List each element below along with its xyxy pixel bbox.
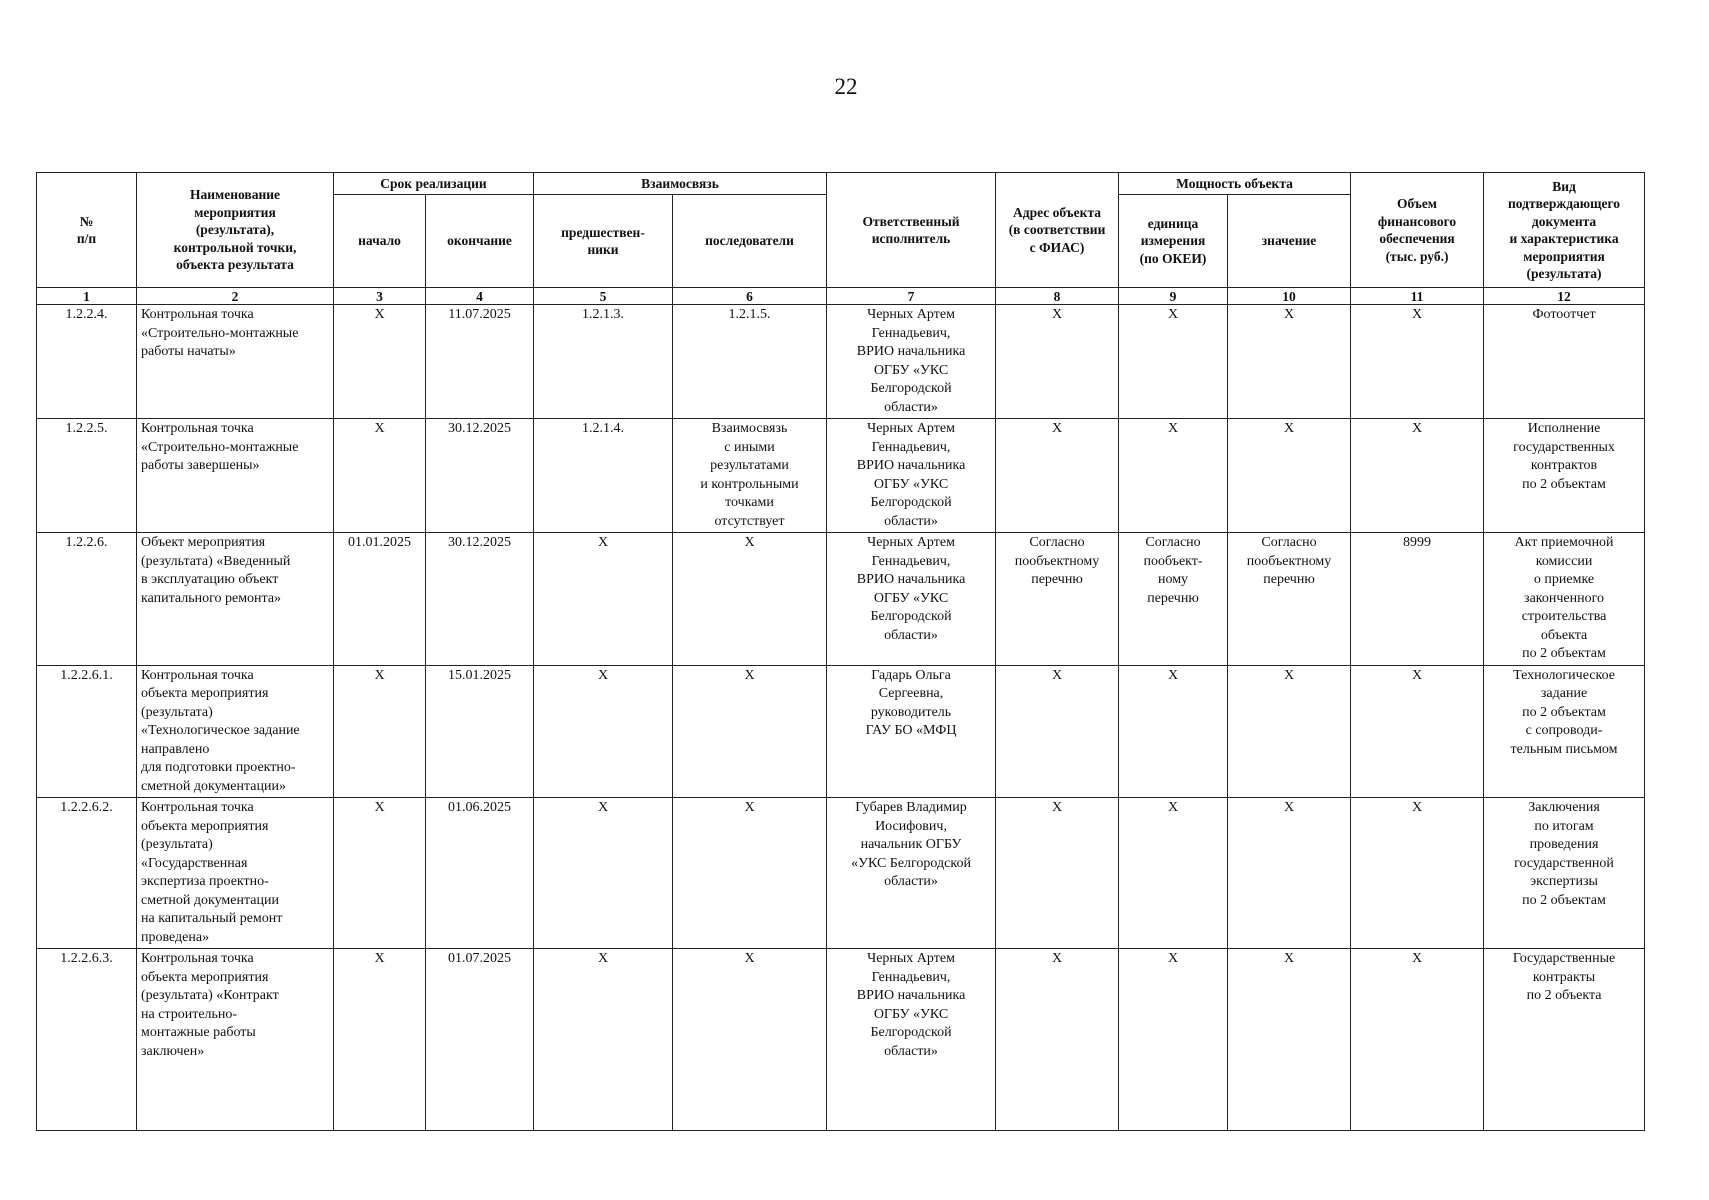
cell-num: 1.2.2.6.3.: [37, 949, 137, 1131]
cell-end: 01.06.2025: [426, 798, 534, 949]
cell-unit: X: [1119, 949, 1228, 1131]
header-srok: Срок реализации: [334, 173, 534, 195]
cell-responsible: Черных Артем Геннадьевич, ВРИО начальника ОГБУ «УКС Белгородской области»: [827, 305, 996, 419]
cell-end: 30.12.2025: [426, 533, 534, 666]
cell-num: 1.2.2.5.: [37, 419, 137, 533]
cell-successors: X: [673, 665, 827, 798]
column-number: 7: [827, 288, 996, 305]
cell-finance: X: [1351, 949, 1484, 1131]
cell-num: 1.2.2.4.: [37, 305, 137, 419]
cell-document: Государственные контракты по 2 объекта: [1484, 949, 1645, 1131]
cell-end: 11.07.2025: [426, 305, 534, 419]
header-unit: единица измерения (по ОКЕИ): [1119, 195, 1228, 288]
header-capacity: Мощность объекта: [1119, 173, 1351, 195]
column-number: 5: [534, 288, 673, 305]
cell-unit: Согласно пообъект- ному перечню: [1119, 533, 1228, 666]
cell-document: Акт приемочной комиссии о приемке законченного строительства объекта по 2 объектам: [1484, 533, 1645, 666]
cell-finance: X: [1351, 798, 1484, 949]
cell-predecessors: X: [534, 949, 673, 1131]
column-number: 8: [996, 288, 1119, 305]
header-successors: последователи: [673, 195, 827, 288]
cell-start: X: [334, 949, 426, 1131]
cell-start: X: [334, 305, 426, 419]
cell-finance: 8999: [1351, 533, 1484, 666]
column-number: 6: [673, 288, 827, 305]
table-row: [37, 798, 1645, 949]
cell-predecessors: X: [534, 533, 673, 666]
header-num: № п/п: [37, 173, 137, 288]
cell-successors: 1.2.1.5.: [673, 305, 827, 419]
cell-value: X: [1228, 419, 1351, 533]
cell-value: X: [1228, 949, 1351, 1131]
cell-value: X: [1228, 798, 1351, 949]
cell-start: X: [334, 419, 426, 533]
cell-finance: X: [1351, 665, 1484, 798]
cell-value: X: [1228, 665, 1351, 798]
header-vzaimosvyaz: Взаимосвязь: [534, 173, 827, 195]
header-finance: Объем финансового обеспечения (тыс. руб.): [1351, 173, 1484, 288]
column-number: 9: [1119, 288, 1228, 305]
cell-predecessors: 1.2.1.4.: [534, 419, 673, 533]
table-row: [37, 533, 1645, 666]
table-row: [37, 949, 1645, 1131]
header-name: Наименование мероприятия (результата), контрольной точки, объекта результата: [137, 173, 334, 288]
cell-responsible: Черных Артем Геннадьевич, ВРИО начальника ОГБУ «УКС Белгородской области»: [827, 419, 996, 533]
cell-address: X: [996, 419, 1119, 533]
cell-successors: Взаимосвязь с иными результатами и контрольными точками отсутствует: [673, 419, 827, 533]
cell-address: Согласно пообъектному перечню: [996, 533, 1119, 666]
cell-address: X: [996, 665, 1119, 798]
cell-start: 01.01.2025: [334, 533, 426, 666]
measures-table: [36, 172, 1645, 1131]
cell-successors: X: [673, 798, 827, 949]
column-number: 3: [334, 288, 426, 305]
cell-name: Контрольная точка объекта мероприятия (результата) «Технологическое задание направлено для подготовки проектно- сметной документации»: [137, 665, 334, 798]
cell-name: Контрольная точка объекта мероприятия (результата) «Контракт на строительно- монтажные работы заключен»: [137, 949, 334, 1131]
cell-start: X: [334, 798, 426, 949]
header-value: значение: [1228, 195, 1351, 288]
cell-finance: X: [1351, 305, 1484, 419]
header-start: начало: [334, 195, 426, 288]
cell-end: 15.01.2025: [426, 665, 534, 798]
cell-unit: X: [1119, 305, 1228, 419]
cell-unit: X: [1119, 419, 1228, 533]
column-number: 2: [137, 288, 334, 305]
cell-address: X: [996, 949, 1119, 1131]
cell-predecessors: X: [534, 798, 673, 949]
header-responsible: Ответственный исполнитель: [827, 173, 996, 288]
cell-responsible: Черных Артем Геннадьевич, ВРИО начальника ОГБУ «УКС Белгородской области»: [827, 949, 996, 1131]
column-number: 1: [37, 288, 137, 305]
header-predecessors: предшествен- ники: [534, 195, 673, 288]
cell-name: Объект мероприятия (результата) «Введенный в эксплуатацию объект капитального ремонта»: [137, 533, 334, 666]
column-number: 12: [1484, 288, 1645, 305]
cell-value: X: [1228, 305, 1351, 419]
cell-num: 1.2.2.6.: [37, 533, 137, 666]
cell-name: Контрольная точка «Строительно-монтажные работы начаты»: [137, 305, 334, 419]
cell-name: Контрольная точка объекта мероприятия (результата) «Государственная экспертиза проектно- сметной документации на капитальный ремонт проведена»: [137, 798, 334, 949]
cell-responsible: Черных Артем Геннадьевич, ВРИО начальника ОГБУ «УКС Белгородской области»: [827, 533, 996, 666]
cell-document: Технологическое задание по 2 объектам с сопроводи- тельным письмом: [1484, 665, 1645, 798]
cell-document: Заключения по итогам проведения государственной экспертизы по 2 объектам: [1484, 798, 1645, 949]
cell-responsible: Губарев Владимир Иосифович, начальник ОГБУ «УКС Белгородской области»: [827, 798, 996, 949]
cell-predecessors: X: [534, 665, 673, 798]
table-row: [37, 665, 1645, 798]
cell-name: Контрольная точка «Строительно-монтажные работы завершены»: [137, 419, 334, 533]
cell-document: Исполнение государственных контрактов по 2 объектам: [1484, 419, 1645, 533]
cell-predecessors: 1.2.1.3.: [534, 305, 673, 419]
cell-document: Фотоотчет: [1484, 305, 1645, 419]
cell-address: X: [996, 798, 1119, 949]
cell-successors: X: [673, 949, 827, 1131]
table-row: [37, 305, 1645, 419]
cell-responsible: Гадарь Ольга Сергеевна, руководитель ГАУ БО «МФЦ: [827, 665, 996, 798]
header-address: Адрес объекта (в соответствии с ФИАС): [996, 173, 1119, 288]
column-number: 10: [1228, 288, 1351, 305]
column-number: 4: [426, 288, 534, 305]
page-number: 22: [834, 74, 858, 99]
column-number: 11: [1351, 288, 1484, 305]
cell-finance: X: [1351, 419, 1484, 533]
cell-successors: X: [673, 533, 827, 666]
cell-num: 1.2.2.6.2.: [37, 798, 137, 949]
cell-value: Согласно пообъектному перечню: [1228, 533, 1351, 666]
cell-num: 1.2.2.6.1.: [37, 665, 137, 798]
cell-end: 01.07.2025: [426, 949, 534, 1131]
table-row: [37, 419, 1645, 533]
cell-address: X: [996, 305, 1119, 419]
cell-end: 30.12.2025: [426, 419, 534, 533]
cell-unit: X: [1119, 798, 1228, 949]
cell-start: X: [334, 665, 426, 798]
header-document: Вид подтверждающего документа и характеристика мероприятия (результата): [1484, 173, 1645, 288]
cell-unit: X: [1119, 665, 1228, 798]
header-end: окончание: [426, 195, 534, 288]
column-numbers-row: [37, 288, 1645, 305]
